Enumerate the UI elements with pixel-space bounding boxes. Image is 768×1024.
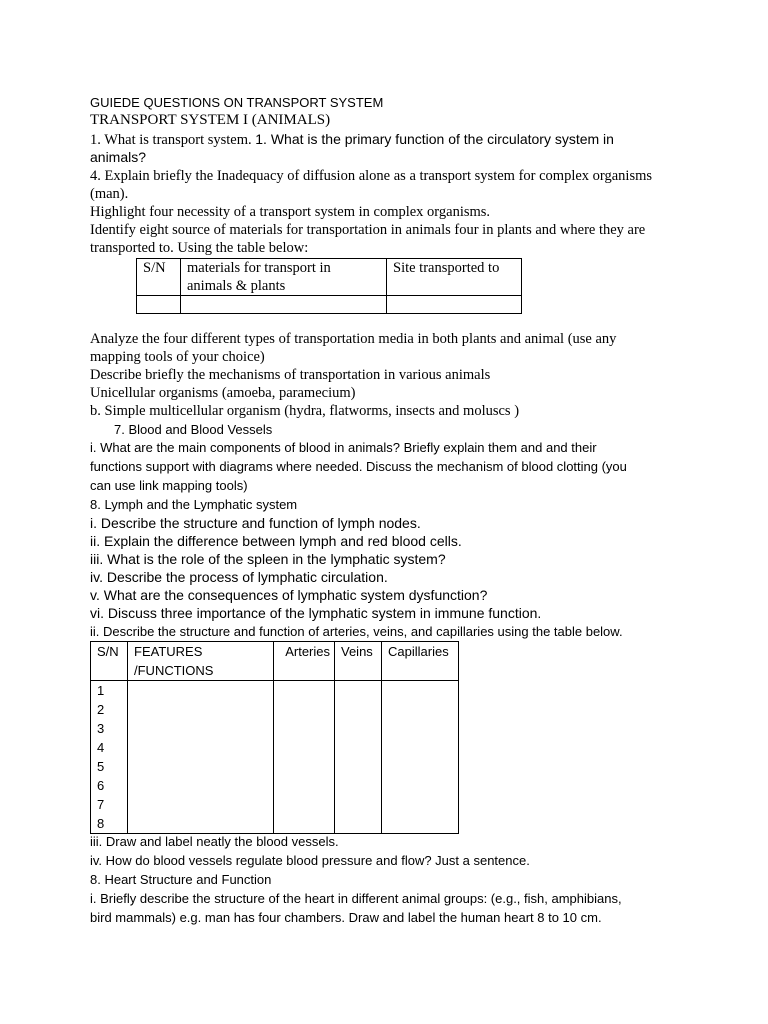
- header-line: /FUNCTIONS: [134, 663, 214, 678]
- row-number: 4: [97, 740, 105, 755]
- table-cell: [387, 296, 522, 314]
- question-4-cont: (man).: [90, 186, 129, 202]
- question-identify: Identify eight source of materials for transportation in animals four in plants and where they are: [90, 222, 646, 238]
- vessels-table: [90, 641, 459, 834]
- question-pressure: iv. How do blood vessels regulate blood pressure and flow? Just a sentence.: [90, 853, 530, 868]
- question-lymph-iv: iv. Describe the process of lymphatic circulation.: [90, 569, 388, 585]
- question-analyze: Analyze the four different types of transportation media in both plants and animal (use any: [90, 331, 617, 347]
- table-header-cell: Site transported to: [387, 259, 522, 296]
- item-unicellular: Unicellular organisms (amoeba, paramecium): [90, 385, 356, 401]
- question-1-cont: animals?: [90, 149, 147, 165]
- question-1-part-b: 1. What is the primary function of the circulatory system in: [255, 131, 614, 147]
- question-lymph-iii: iii. What is the role of the spleen in the lymphatic system?: [90, 551, 446, 567]
- question-lymph-v: v. What are the consequences of lymphatic system dysfunction?: [90, 587, 488, 603]
- row-number: 6: [97, 778, 105, 793]
- question-vessels: ii. Describe the structure and function of arteries, veins, and capillaries using the table below.: [90, 624, 623, 639]
- header-line: FEATURES: [134, 644, 203, 659]
- table-header-cell: [128, 642, 274, 681]
- question-mechanisms: Describe briefly the mechanisms of transportation in various animals: [90, 367, 491, 383]
- question-necessity: Highlight four necessity of a transport system in complex organisms.: [90, 204, 491, 220]
- question-heart-cont: bird mammals) e.g. man has four chambers. Draw and label the human heart 8 to 10 cm.: [90, 910, 602, 925]
- header-line: animals & plants: [187, 278, 286, 294]
- question-4: 4. Explain briefly the Inadequacy of diffusion alone as a transport system for complex organisms: [90, 168, 653, 184]
- table-cell: [128, 681, 274, 834]
- question-lymph-i: i. Describe the structure and function of lymph nodes.: [90, 515, 421, 531]
- table-header-row: [91, 642, 459, 681]
- table-header-cell: S/N: [137, 259, 181, 296]
- table-header-cell: [181, 259, 387, 296]
- table-cell: [335, 681, 382, 834]
- table-cell: [181, 296, 387, 314]
- section-lymph: 8. Lymph and the Lymphatic system: [90, 497, 298, 512]
- question-blood: i. What are the main components of blood in animals? Briefly explain them and and their: [90, 440, 597, 455]
- materials-table: [136, 258, 522, 314]
- item-multicellular: b. Simple multicellular organism (hydra, flatworms, insects and moluscs ): [90, 403, 520, 419]
- table-header-cell: Veins: [335, 642, 382, 681]
- question-1-part-a: 1. What is transport system.: [90, 132, 256, 148]
- question-lymph-ii: ii. Explain the difference between lymph and red blood cells.: [90, 533, 462, 549]
- table-header-cell: Arteries: [274, 642, 335, 681]
- table-header-cell: Capillaries: [382, 642, 459, 681]
- table-cell: [382, 681, 459, 834]
- row-number: 8: [97, 816, 105, 831]
- header-line: materials for transport in: [187, 260, 331, 276]
- row-number: 7: [97, 797, 105, 812]
- row-number: 1: [97, 683, 105, 698]
- table-cell: [274, 681, 335, 834]
- row-numbers-cell: [91, 681, 128, 834]
- row-number: 3: [97, 721, 105, 736]
- question-lymph-vi: vi. Discuss three importance of the lymphatic system in immune function.: [90, 605, 542, 621]
- table-header-row: [137, 259, 522, 296]
- document-heading: GUIEDE QUESTIONS ON TRANSPORT SYSTEM: [90, 95, 384, 110]
- question-1: [90, 131, 614, 149]
- question-draw-vessels: iii. Draw and label neatly the blood vessels.: [90, 834, 339, 849]
- table-cell: [137, 296, 181, 314]
- section-heart: 8. Heart Structure and Function: [90, 872, 272, 887]
- question-heart: i. Briefly describe the structure of the heart in different animal groups: (e.g., fish, amphibians,: [90, 891, 622, 906]
- table-body-row: [91, 681, 459, 834]
- section-blood: 7. Blood and Blood Vessels: [114, 422, 273, 437]
- row-number: 5: [97, 759, 105, 774]
- table-row: [137, 296, 522, 314]
- question-analyze-cont: mapping tools of your choice): [90, 349, 265, 365]
- section-title: TRANSPORT SYSTEM I (ANIMALS): [90, 112, 331, 128]
- question-blood-cont2: can use link mapping tools): [90, 478, 248, 493]
- question-identify-cont: transported to. Using the table below:: [90, 240, 309, 256]
- question-blood-cont: functions support with diagrams where needed. Discuss the mechanism of blood clotting (you: [90, 459, 627, 474]
- table-header-cell: S/N: [91, 642, 128, 681]
- row-number: 2: [97, 702, 105, 717]
